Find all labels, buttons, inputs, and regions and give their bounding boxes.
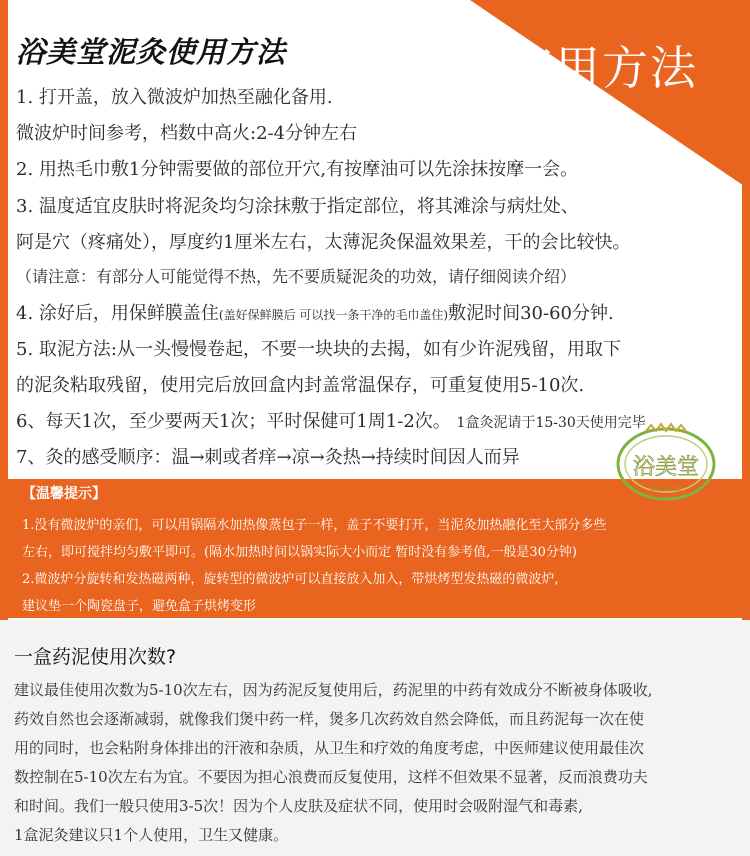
corner-title: 使用方法 xyxy=(506,41,698,95)
note-line: （请注意：有部分人可能觉得不热，先不要质疑泥灸的功效，请仔细阅读介绍） xyxy=(16,267,577,286)
tips-line: 2.微波炉分旋转和发热磁两种，旋转型的微波炉可以直接放入加入，带烘烤型发热磁的微波炉, xyxy=(22,572,559,587)
step-line: 微波炉时间参考，档数中高火:2-4分钟左右 xyxy=(16,123,358,144)
step-7-line: 7、灸的感受顺序：温→刺或者痒→凉→灸热→持续时间因人而异 xyxy=(16,447,520,468)
usage-line: 数控制在5-10次左右为宜。不要因为担心浪费而反复使用，这样不但效果不显著，反而浪费功夫 xyxy=(14,768,648,786)
step-line: 阿是穴（疼痛处），厚度约1厘米左右，太薄泥灸保温效果差，干的会比较快。 xyxy=(16,232,631,253)
usage-line: 药效自然也会逐渐减弱，就像我们煲中药一样，煲多几次药效自然会降低，而且药泥每一次在使 xyxy=(14,710,645,728)
step-4-text: 4. 涂好后，用保鲜膜盖住 xyxy=(16,303,219,324)
step-6-text: 6、每天1次，至少要两天1次；平时保健可1周1-2次。 xyxy=(16,411,451,432)
step-line: 1. 打开盖，放入微波炉加热至融化备用. xyxy=(16,87,333,108)
usage-line: 用的同时，也会粘附身体排出的汗液和杂质，从卫生和疗效的角度考虑，中医师建议使用最佳次 xyxy=(14,739,645,757)
seal-text: 浴美堂 xyxy=(632,455,700,480)
usage-line: 1盒泥灸建议只1个人使用，卫生又健康。 xyxy=(14,826,289,844)
brand-seal xyxy=(606,419,726,509)
tips-heading: 【温馨提示】 xyxy=(22,486,106,502)
step-line: 5. 取泥方法:从一头慢慢卷起，不要一块块的去揭，如有少许泥残留，用取下 xyxy=(16,339,621,360)
step-4-time: 敷泥时间30-60分钟. xyxy=(448,303,614,324)
step-4-line xyxy=(16,299,614,325)
step-line: 3. 温度适宜皮肤时将泥灸均匀涂抹敷于指定部位，将其滩涂与病灶处、 xyxy=(16,196,579,217)
tips-line: 左右，即可搅拌均匀敷平即可。(隔水加热时间以锅实际大小而定 暂时没有参考值,一般是30分钟) xyxy=(22,545,577,560)
step-line: 的泥灸粘取残留，使用完后放回盒内封盖常温保存，可重复使用5-10次. xyxy=(16,375,585,396)
usage-title: 一盒药泥使用次数? xyxy=(14,646,177,668)
tips-line: 建议垫一个陶瓷盘子，避免盒子烘烤变形 xyxy=(22,599,257,614)
usage-line: 建议最佳使用次数为5-10次左右，因为药泥反复使用后，药泥里的中药有效成分不断被身体吸收, xyxy=(14,681,653,699)
usage-line: 和时间。我们一般只使用3-5次！因为个人皮肤及症状不同，使用时会吸附湿气和毒素, xyxy=(14,797,583,815)
step-line: 2. 用热毛巾敷1分钟需要做的部位开穴,有按摩油可以先涂抹按摩一会。 xyxy=(16,159,579,180)
tips-line: 1.没有微波炉的亲们，可以用锅隔水加热像蒸包子一样，盖子不要打开，当泥灸加热融化至大部分多些 xyxy=(22,518,607,533)
step-6-note: 1盒灸泥请于15-30天使用完毕 xyxy=(456,415,646,431)
seal-sub: SINCE xyxy=(650,484,682,494)
step-4-note: (盖好保鲜膜后 可以找一条干净的毛巾盖住) xyxy=(218,308,449,322)
brand-title: 浴美堂泥灸使用方法 xyxy=(16,35,287,69)
step-6-line xyxy=(16,407,646,433)
